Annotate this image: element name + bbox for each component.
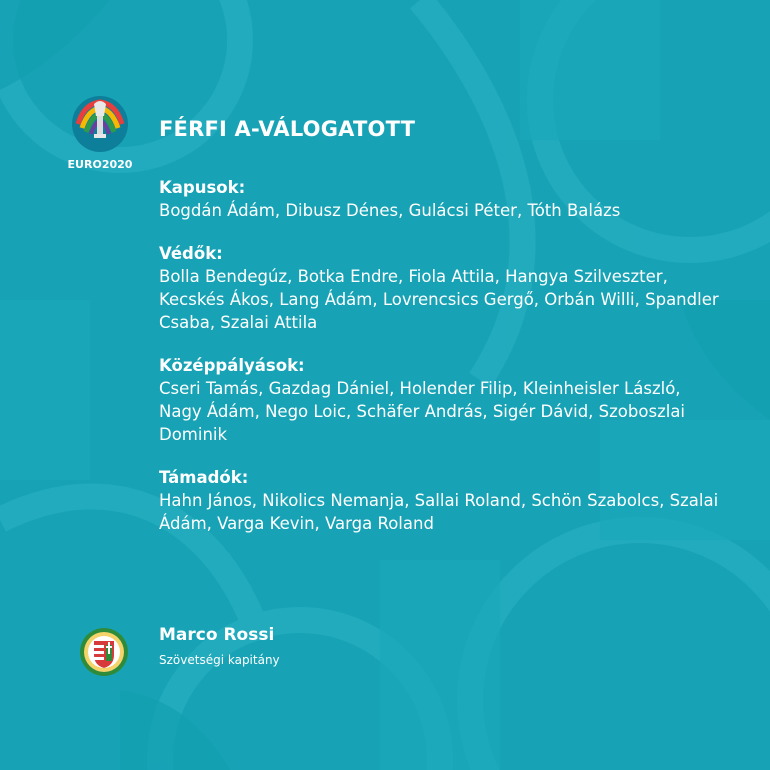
page-title: FÉRFI A-VÁLOGATOTT (159, 117, 416, 141)
group-heading: Támadók: (159, 468, 249, 487)
uefa-euro2020-trophy-icon (64, 94, 136, 172)
group-names: Hahn János, Nikolics Nemanja, Sallai Roland, Schön Szabolcs, Szalai Ádám, Varga Kevin, Varga Roland (159, 491, 719, 533)
group-heading: Kapusok: (159, 178, 246, 197)
logo-wordmark: EURO2020 (67, 158, 133, 171)
group-names: Bolla Bendegúz, Botka Endre, Fiola Attila, Hangya Szilveszter, Kecskés Ákos, Lang Ádám, Lovrencsics Gergő, Orbán Willi, Spandler Csaba, Szalai Attila (159, 267, 719, 332)
roster (159, 176, 719, 555)
group-defenders (159, 242, 719, 334)
group-names: Bogdán Ádám, Dibusz Dénes, Gulácsi Péter, Tóth Balázs (159, 201, 621, 220)
coach-name: Marco Rossi (159, 625, 275, 645)
group-goalkeepers (159, 176, 719, 222)
group-heading: Védők: (159, 244, 223, 263)
group-midfielders (159, 354, 719, 446)
group-forwards (159, 466, 719, 535)
mlsz-crest-icon (79, 627, 129, 677)
coach-role: Szövetségi kapitány (159, 653, 280, 667)
group-heading: Középpályások: (159, 356, 305, 375)
group-names: Cseri Tamás, Gazdag Dániel, Holender Filip, Kleinheisler László, Nagy Ádám, Nego Loic, Schäfer András, Sigér Dávid, Szoboszlai Dominik (159, 379, 686, 444)
